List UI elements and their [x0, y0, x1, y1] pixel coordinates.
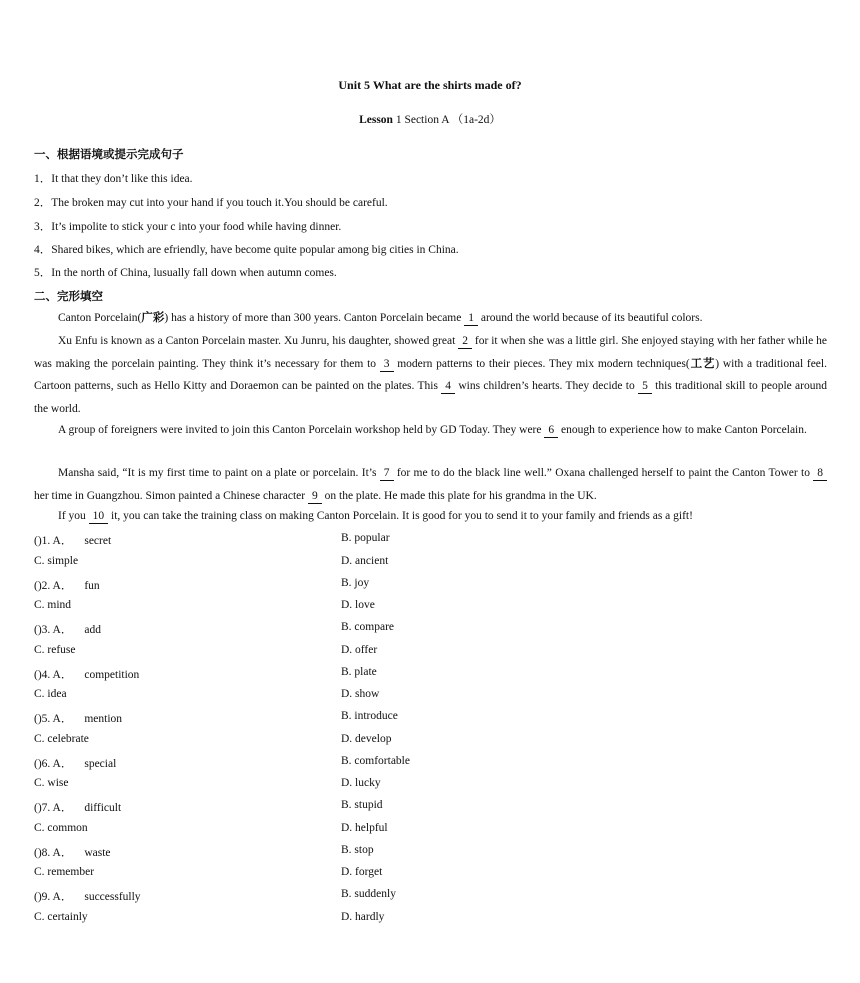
question-3-option-a: ()3. A． add: [34, 624, 101, 636]
sentence-item-4: 4．Shared bikes, which are efriendly, have become quite popular among big cities in China.: [34, 244, 459, 256]
question-6-option-d: D. lucky: [341, 777, 381, 789]
cloze-paragraph-2: Xu Enfu is known as a Canton Porcelain master. Xu Junru, his daughter, showed great 2 for it when she was a little girl. She enjoyed staying with her father while he was making the porcelain painting. They think it’s necessary for them to 3 modern patterns to their pieces. They mix modern techniques(工艺) with a traditional feel. Cartoon patterns, such as Hello Kitty and Doraemon can be painted on the plates. This 4 wins children’s hearts. They decide to 5 this traditional skill to people around the world.: [34, 335, 828, 415]
blank-2: 2: [458, 335, 472, 349]
question-3-option-c: C. refuse: [34, 644, 76, 656]
question-1-option-c: C. simple: [34, 555, 79, 567]
question-9-option-b: B. suddenly: [341, 888, 396, 900]
blank-4: 4: [441, 380, 455, 394]
question-7-option-b: B. stupid: [341, 799, 383, 811]
question-4-option-b: B. plate: [341, 666, 377, 678]
question-9-option-c: C. certainly: [34, 911, 88, 923]
question-5-option-c: C. celebrate: [34, 733, 89, 745]
blank-3: 3: [380, 358, 394, 372]
question-5-option-d: D. develop: [341, 733, 392, 745]
question-6-option-c: C. wise: [34, 777, 69, 789]
question-2-option-b: B. joy: [341, 577, 370, 589]
page-title: Unit 5 What are the shirts made of?: [338, 78, 522, 92]
cloze-paragraph-1: Canton Porcelain(广彩) has a history of more than 300 years. Canton Porcelain became 1 around the world because of its beautiful colors.: [58, 312, 703, 324]
question-2-option-a: ()2. A． fun: [34, 580, 100, 592]
question-7-option-c: C. common: [34, 822, 88, 834]
question-5-option-a: ()5. A． mention: [34, 713, 123, 725]
question-5-option-b: B. introduce: [341, 710, 398, 722]
question-7-option-d: D. helpful: [341, 822, 388, 834]
blank-5: 5: [638, 380, 652, 394]
question-4-option-c: C. idea: [34, 688, 67, 700]
sentence-item-2: 2．The broken may cut into your hand if you touch it.You should be careful.: [34, 197, 388, 209]
question-1-option-b: B. popular: [341, 532, 390, 544]
question-9-option-a: ()9. A． successfully: [34, 891, 141, 903]
blank-7: 7: [380, 467, 394, 481]
cloze-paragraph-3: A group of foreigners were invited to join this Canton Porcelain workshop held by GD Today. They were 6 enough to experience how to make Canton Porcelain.: [58, 424, 807, 436]
question-9-option-d: D. hardly: [341, 911, 385, 923]
question-4-option-a: ()4. A． competition: [34, 669, 140, 681]
sentence-item-3: 3．It’s impolite to stick your c into your food while having dinner.: [34, 221, 342, 233]
question-4-option-d: D. show: [341, 688, 380, 700]
cloze-paragraph-4: Mansha said, “It is my first time to paint on a plate or porcelain. It’s 7 for me to do the black line well.” Oxana challenged herself to paint the Canton Tower to 8 her time in Guangzhou. Simon painted a Chinese character 9 on the plate. He made this plate for his grandma in the UK.: [34, 462, 827, 507]
question-8-option-a: ()8. A． waste: [34, 847, 111, 859]
lesson-subtitle: [0, 111, 860, 127]
blank-6: 6: [544, 424, 558, 438]
question-3-option-b: B. compare: [341, 621, 395, 633]
question-1-option-a: ()1. A． secret: [34, 535, 112, 547]
lesson-detail: 1 Section A （1a-2d）: [392, 114, 501, 126]
blank-8: 8: [813, 467, 827, 481]
lesson-label: Lesson: [359, 114, 393, 126]
blank-9: 9: [308, 490, 322, 504]
section1-heading: 一、根据语境或提示完成句子: [34, 147, 184, 161]
question-3-option-d: D. offer: [341, 644, 378, 656]
question-6-option-a: ()6. A． special: [34, 758, 117, 770]
question-2-option-c: C. mind: [34, 599, 72, 611]
section2-heading: 二、完形填空: [34, 289, 103, 303]
blank-10: 10: [89, 510, 109, 524]
question-8-option-b: B. stop: [341, 844, 374, 856]
cloze-paragraph-5: If you 10 it, you can take the training class on making Canton Porcelain. It is good for you to send it to your family and friends as a gift!: [58, 510, 693, 522]
question-7-option-a: ()7. A． difficult: [34, 802, 122, 814]
question-8-option-c: C. remember: [34, 866, 95, 878]
question-6-option-b: B. comfortable: [341, 755, 410, 767]
question-1-option-d: D. ancient: [341, 555, 389, 567]
sentence-item-5: 5．In the north of China, lusually fall down when autumn comes.: [34, 267, 337, 279]
sentence-item-1: 1．It that they don’t like this idea.: [34, 173, 193, 185]
question-8-option-d: D. forget: [341, 866, 383, 878]
question-2-option-d: D. love: [341, 599, 375, 611]
blank-1: 1: [464, 312, 478, 326]
